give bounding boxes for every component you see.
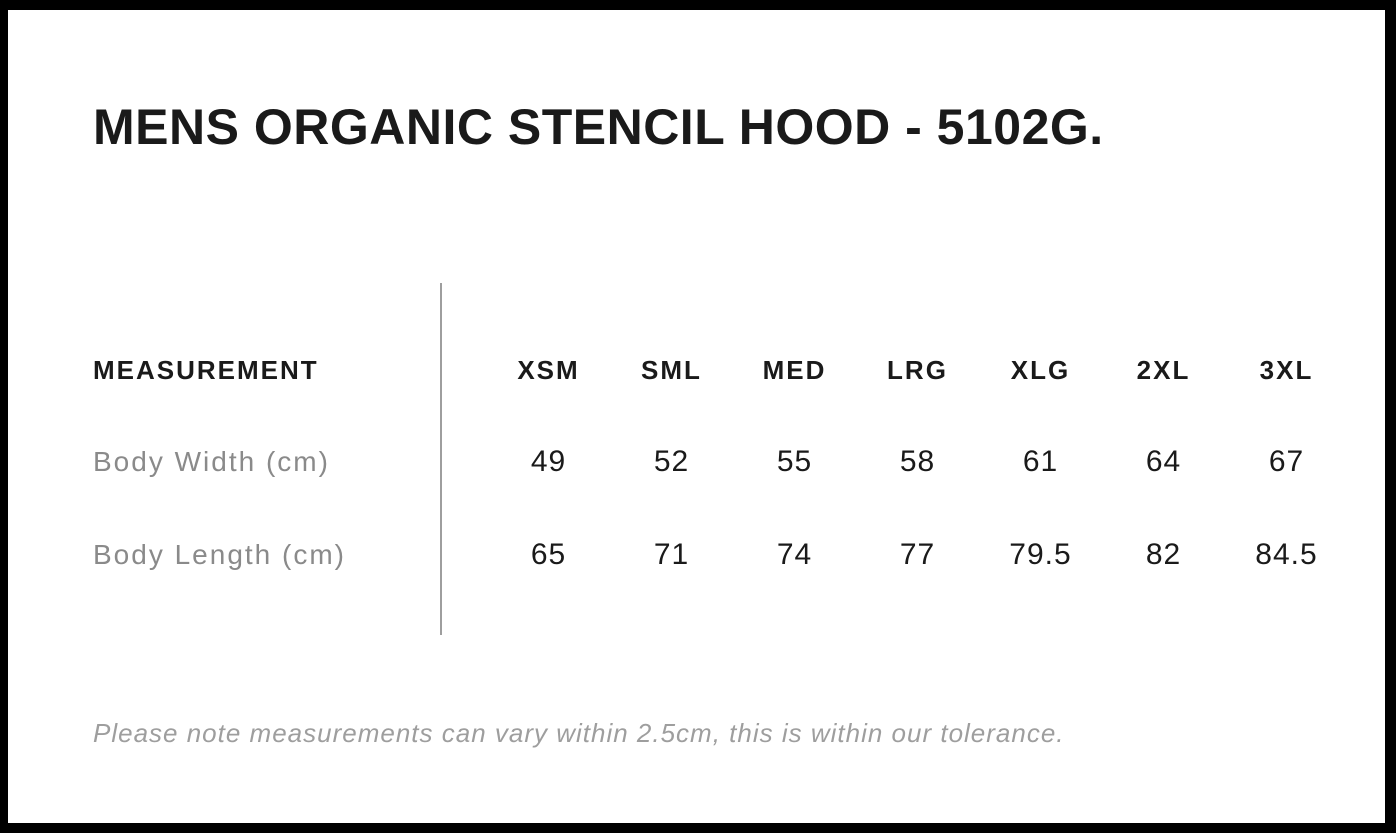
body-length-med: 74 [776, 538, 813, 571]
body-width-xsm: 49 [530, 445, 567, 478]
body-length-sml: 71 [653, 538, 690, 571]
body-width-med: 55 [776, 445, 813, 478]
size-header-xlg: XLG [1010, 354, 1071, 385]
body-length-2xl: 82 [1145, 538, 1182, 571]
body-width-3xl: 67 [1268, 445, 1305, 478]
body-width-sml: 52 [653, 445, 690, 478]
size-chart-header-row [8, 350, 1385, 390]
size-header-3xl: 3XL [1259, 354, 1314, 385]
product-title: MENS ORGANIC STENCIL HOOD - 5102G. [93, 99, 1104, 155]
body-length-xsm: 65 [530, 538, 567, 571]
body-length-3xl: 84.5 [1255, 538, 1318, 571]
table-row-body-width [8, 442, 1385, 482]
body-width-xlg: 61 [1022, 445, 1059, 478]
table-row-body-length [8, 535, 1385, 575]
body-width-2xl: 64 [1145, 445, 1182, 478]
size-header-sml: SML [641, 354, 702, 385]
body-width-lrg: 58 [899, 445, 936, 478]
size-header-2xl: 2XL [1136, 354, 1191, 385]
row-label-body-width: Body Width (cm) [93, 446, 330, 477]
body-length-lrg: 77 [899, 538, 936, 571]
row-label-body-length: Body Length (cm) [93, 539, 346, 570]
size-guide-card [8, 10, 1385, 823]
size-header-lrg: LRG [887, 354, 948, 385]
tolerance-note: Please note measurements can vary within 2.5cm, this is within our tolerance. [93, 718, 1065, 748]
size-header-med: MED [762, 354, 827, 385]
measurement-header: MEASUREMENT [93, 354, 319, 385]
size-header-xsm: XSM [517, 354, 580, 385]
body-length-xlg: 79.5 [1009, 538, 1072, 571]
